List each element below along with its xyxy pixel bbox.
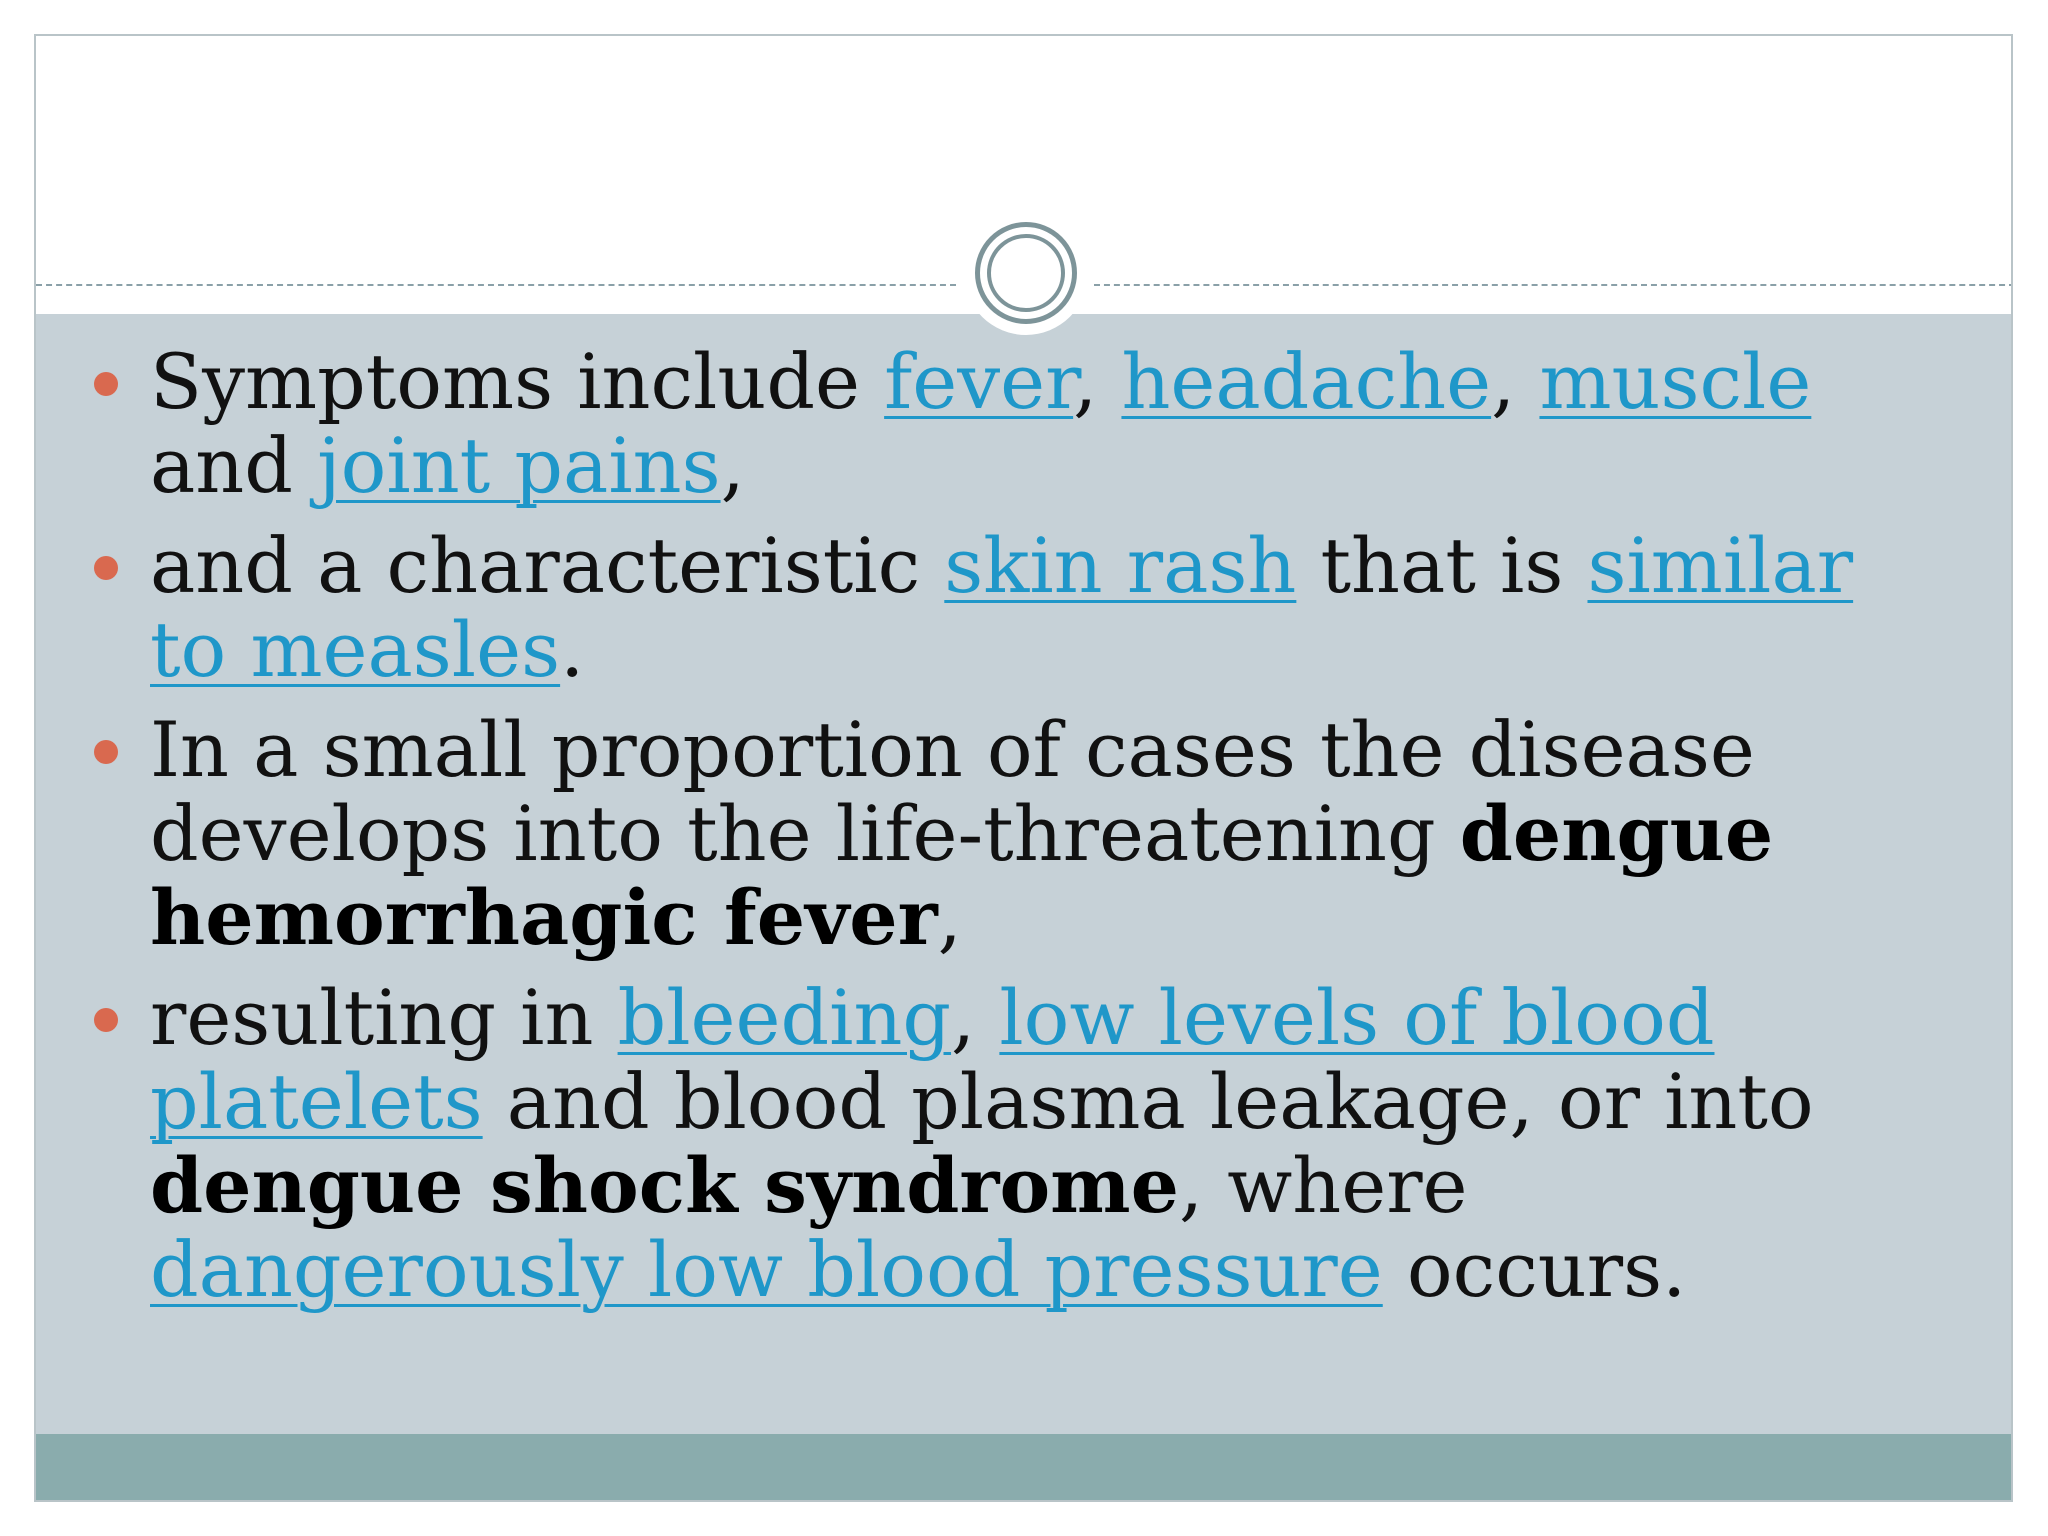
- bullet-list: [150, 337, 1950, 1328]
- bullet-text: [150, 521, 1853, 694]
- link-similar-to-measles[interactable]: similar to measles: [150, 521, 1854, 694]
- header-divider-right: [1094, 284, 2013, 286]
- link-fever[interactable]: fever: [884, 337, 1074, 426]
- bullet-item-symptoms: [150, 337, 1950, 510]
- bullet-dot-icon: [94, 372, 118, 396]
- link-joint-pains[interactable]: joint pains: [317, 421, 721, 510]
- text-run: In a small proportion of cases the disease develops into the life-threatening: [150, 705, 1755, 878]
- text-run: resulting in: [150, 973, 618, 1062]
- text-run: Symptoms include: [150, 337, 885, 426]
- link-muscle[interactable]: muscle: [1539, 337, 1812, 426]
- header-divider-left: [36, 284, 956, 286]
- text-run: occurs.: [1382, 1225, 1687, 1314]
- link-low-blood-pressure[interactable]: dangerously low blood pressure: [150, 1225, 1383, 1314]
- slide-footer-bar: [36, 1434, 2011, 1502]
- text-run: and a characteristic: [150, 521, 945, 610]
- text-run: and blood plasma leakage, or into: [482, 1057, 1814, 1146]
- text-run: .: [560, 605, 585, 694]
- text-run: , where: [1178, 1141, 1468, 1230]
- link-skin-rash[interactable]: skin rash: [944, 521, 1297, 610]
- text-run: ,: [1073, 337, 1122, 426]
- text-run: ,: [937, 873, 962, 962]
- text-run: ,: [951, 973, 1000, 1062]
- text-run: ,: [1491, 337, 1540, 426]
- bullet-dot-icon: [94, 740, 118, 764]
- bold-term-dengue-hemorrhagic-fever: dengue hemorrhagic fever: [150, 789, 1774, 962]
- double-ring-icon: [975, 222, 1077, 324]
- text-run: ,: [720, 421, 745, 510]
- bullet-dot-icon: [94, 1008, 118, 1032]
- bullet-dot-icon: [94, 556, 118, 580]
- link-low-platelets[interactable]: low levels of blood platelets: [150, 973, 1715, 1146]
- bullet-item-rash: [150, 521, 1950, 694]
- bullet-item-hemorrhagic: [150, 705, 1950, 962]
- link-bleeding[interactable]: bleeding: [617, 973, 952, 1062]
- bullet-text: [150, 973, 1814, 1314]
- text-run: and: [150, 421, 318, 510]
- bold-term-dengue-shock-syndrome: dengue shock syndrome: [150, 1141, 1179, 1230]
- inner-ring: [987, 234, 1065, 312]
- bullet-text: [150, 705, 1773, 962]
- text-run: that is: [1296, 521, 1588, 610]
- bullet-text: [150, 337, 1811, 510]
- link-headache[interactable]: headache: [1121, 337, 1492, 426]
- bullet-item-shock: [150, 973, 1950, 1314]
